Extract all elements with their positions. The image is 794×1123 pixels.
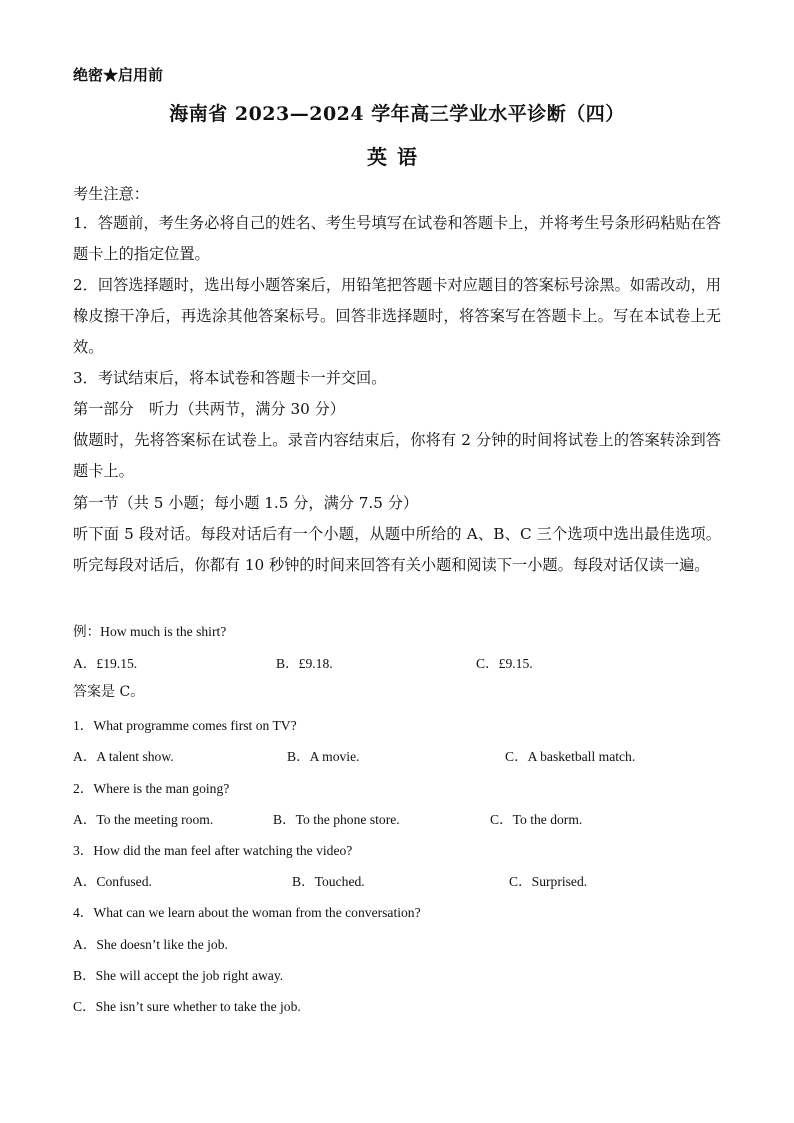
example-option-b: B．£9.18. — [276, 656, 333, 671]
question-4-option-c: C．She isn’t sure whether to take the job. — [73, 999, 301, 1014]
example-question: 例：How much is the shirt? — [73, 624, 227, 639]
exam-title: 海南省 2023—2024 学年高三学业水平诊断（四） — [169, 103, 625, 125]
question-4-stem: 4．What can we learn about the woman from the conversation? — [73, 905, 421, 920]
question-2-stem: 2．Where is the man going? — [73, 781, 230, 796]
example-answer: 答案是 C。 — [73, 684, 145, 700]
subject-title: 英语 — [367, 145, 427, 169]
question-1-option-c: C．A basketball match. — [505, 749, 636, 764]
question-1-option-a: A．A talent show. — [73, 749, 174, 764]
question-2-option-c: C．To the dorm. — [490, 812, 583, 827]
notice-heading: 考生注意： — [73, 185, 149, 203]
question-3-stem: 3．How did the man feel after watching the video? — [73, 843, 353, 858]
question-3-option-c: C．Surprised. — [509, 874, 588, 889]
question-3-option-a: A．Confused. — [73, 874, 152, 889]
question-4-option-b: B．She will accept the job right away. — [73, 968, 284, 983]
question-2-option-b: B．To the phone store. — [273, 812, 400, 827]
question-3-option-b: B．Touched. — [292, 874, 365, 889]
section1-heading: 第一节（共 5 小题；每小题 1.5 分，满分 7.5 分） — [73, 494, 419, 512]
section1-instruction: 听下面 5 段对话。每段对话后有一个小题，从题中所给的 A、B、C 三个选项中选出最佳选项。听完每段对话后，你都有 10 秒钟的时间来回答有关小题和阅读下一小题。每段对话仅读一遍。 — [73, 525, 721, 574]
question-1-stem: 1．What programme comes first on TV? — [73, 718, 297, 733]
notice-item-3: 3．考试结束后，将本试卷和答题卡一并交回。 — [73, 369, 387, 387]
confidential-label: 绝密★启用前 — [73, 66, 164, 84]
example-option-a: A．£19.15. — [73, 656, 138, 671]
part1-instruction: 做题时，先将答案标在试卷上。录音内容结束后，你将有 2 分钟的时间将试卷上的答案转涂到答题卡上。 — [73, 431, 721, 480]
notice-item-2: 2．回答选择题时，选出每小题答案后，用铅笔把答题卡对应题目的答案标号涂黑。如需改动，用橡皮擦干净后，再选涂其他答案标号。回答非选择题时，将答案写在答题卡上。写在本试卷上无效。 — [73, 276, 721, 356]
question-1-option-b: B．A movie. — [287, 749, 360, 764]
example-option-c: C．£9.15. — [476, 656, 533, 671]
part1-heading: 第一部分 听力（共两节，满分 30 分） — [73, 400, 345, 418]
question-4-option-a: A．She doesn’t like the job. — [73, 937, 228, 952]
notice-item-1: 1．答题前，考生务必将自己的姓名、考生号填写在试卷和答题卡上，并将考生号条形码粘贴在答题卡上的指定位置。 — [73, 214, 721, 263]
question-2-option-a: A．To the meeting room. — [73, 812, 214, 827]
